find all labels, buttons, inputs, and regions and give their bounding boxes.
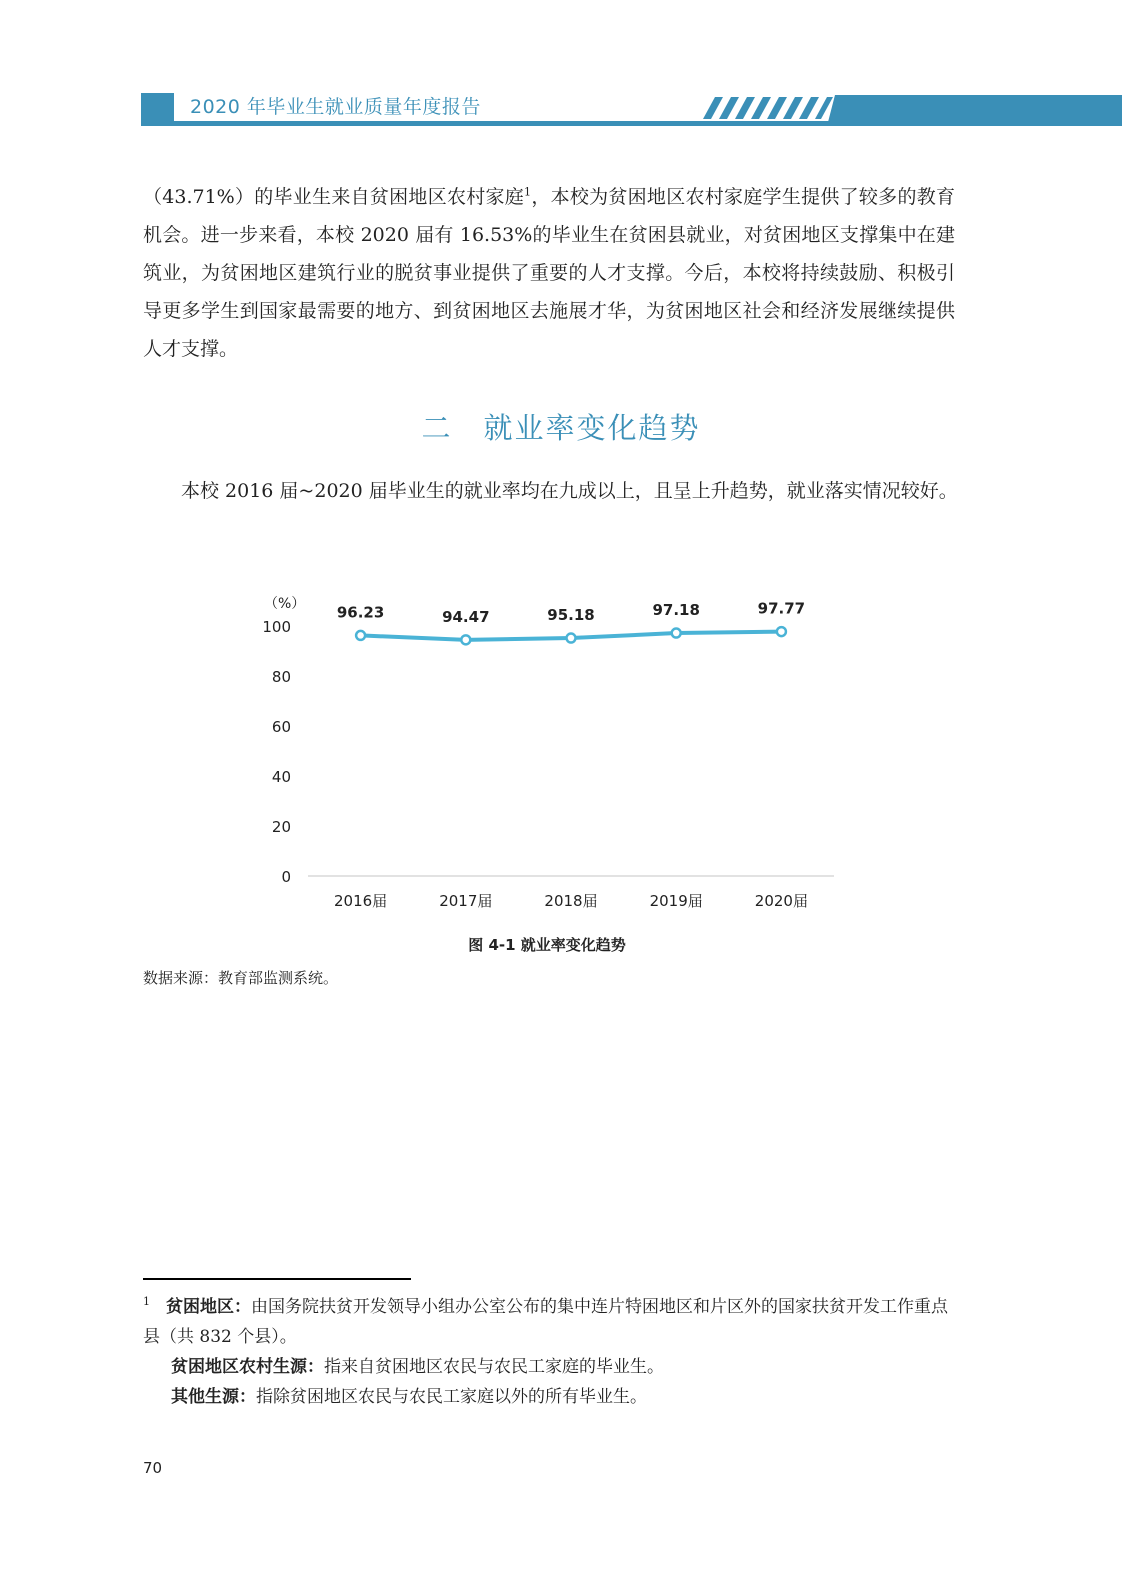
footnote-divider xyxy=(143,1278,411,1280)
header-title: 2020 年毕业生就业质量年度报告 xyxy=(190,96,481,118)
data-label: 94.47 xyxy=(442,607,490,626)
footnote-3 xyxy=(143,1382,955,1412)
paragraph-1-text-a: （43.71%）的毕业生来自贫困地区农村家庭 xyxy=(143,186,525,208)
data-source: 数据来源：教育部监测系统。 xyxy=(143,969,339,987)
y-tick-label: 20 xyxy=(271,818,291,836)
footnote-1 xyxy=(143,1292,955,1352)
data-point xyxy=(356,631,365,640)
footnote-def-1: 由国务院扶贫开发领导小组办公室公布的集中连片特困地区和片区外的国家扶贫开发工作重点县（共 832 个县）。 xyxy=(143,1297,948,1347)
footnote-2 xyxy=(143,1352,955,1382)
y-tick-label: 60 xyxy=(271,718,291,736)
body-paragraph-2: 本校 2016 届~2020 届毕业生的就业率均在九成以上，且呈上升趋势，就业落实情况较好。 xyxy=(181,480,958,502)
header-decoration xyxy=(0,0,1122,140)
footnote-def-3: 指除贫困地区农民与农民工家庭以外的所有毕业生。 xyxy=(256,1387,647,1407)
footnotes xyxy=(143,1292,955,1412)
data-label: 96.23 xyxy=(336,603,385,622)
y-tick-label: 0 xyxy=(281,868,291,886)
data-label: 97.18 xyxy=(652,601,700,620)
paragraph-1-text-b: ，本校为贫困地区农村家庭学生提供了较多的教育机会。进一步来看，本校 2020 届有 16.53%的毕业生在贫困县就业，对贫困地区支撑集中在建筑业，为贫困地区建筑行业的脱贫事业提供了重要的人才支撑。今后，本校将持续鼓励、积极引导更多学生到国家最需要的地方、到贫困地区去施展才华，为贫困地区社会和经济发展继续提供人才支撑。 xyxy=(143,186,955,360)
y-axis-unit: （%） xyxy=(264,596,306,612)
page-number: 70 xyxy=(143,1459,163,1477)
data-point xyxy=(567,634,576,643)
body-paragraph-1 xyxy=(143,178,955,368)
footnote-term-1: 贫困地区： xyxy=(166,1297,251,1317)
footnote-term-2: 贫困地区农村生源： xyxy=(171,1357,324,1377)
x-tick-label: 2020届 xyxy=(754,892,808,910)
y-tick-label: 40 xyxy=(271,768,291,786)
x-tick-label: 2016届 xyxy=(334,892,388,910)
data-label: 95.18 xyxy=(547,606,595,625)
data-point xyxy=(461,635,470,644)
footnote-term-3: 其他生源： xyxy=(171,1387,256,1407)
x-tick-label: 2018届 xyxy=(544,892,598,910)
x-tick-label: 2017届 xyxy=(439,892,493,910)
footnote-ref[interactable]: 1 xyxy=(524,185,532,199)
y-tick-label: 80 xyxy=(271,668,291,686)
data-label: 97.77 xyxy=(757,599,806,618)
x-tick-label: 2019届 xyxy=(649,892,703,910)
data-point xyxy=(672,629,681,638)
footnote-number: 1 xyxy=(143,1295,150,1309)
footnote-def-2: 指来自贫困地区农民与农民工家庭的毕业生。 xyxy=(324,1357,664,1377)
series-line xyxy=(361,632,782,640)
data-point xyxy=(777,627,786,636)
figure-caption: 图 4-1 就业率变化趋势 xyxy=(468,936,626,954)
section-title: 二 就业率变化趋势 xyxy=(421,411,701,445)
y-tick-label: 100 xyxy=(262,618,291,636)
